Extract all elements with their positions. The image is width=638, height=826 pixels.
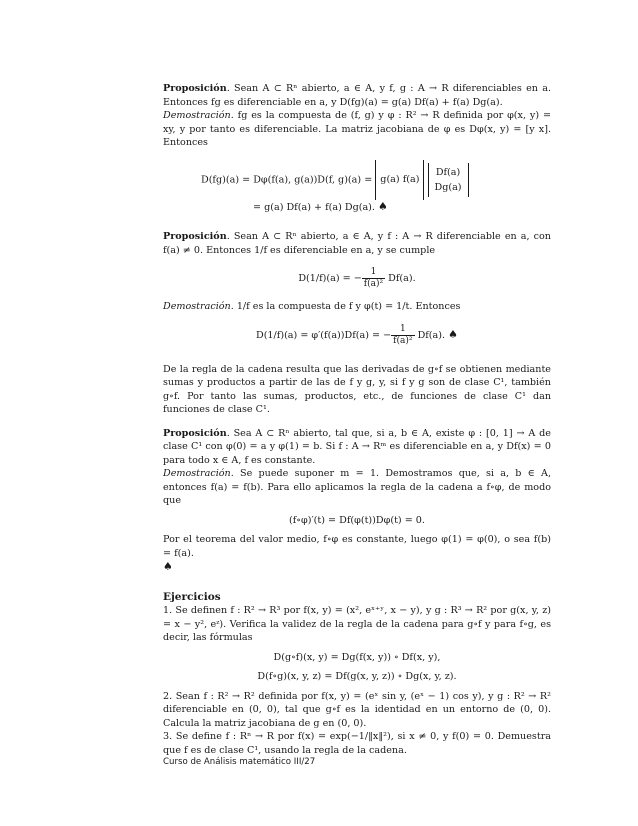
prop1-eq1-col-top: Df(a) [435,166,461,178]
chain-rule-remark: De la regla de la cadena resulta que las derivadas de g∘f se obtienen mediante sumas y productos a partir de las de f y g, y, si f y g son de clase C¹, también g∘f. Por tanto las sumas, productos, etc., de funciones de clase C¹ dan funciones de clase C¹. [163,363,551,415]
qed-spade-icon: ♠ [378,199,388,213]
exercise-1: 1. Se definen f : R² → R³ por f(x, y) = (x², eˣ⁺ʸ, x − y), y g : R³ → R² por g(x, y, z) = x − y², eᶻ). Verifica la validez de la regla de la cadena para g∘f y para f∘g, es decir, las fórmulas [163,605,551,643]
prop3-proof [163,467,551,508]
exercises-title: Ejercicios [163,590,221,603]
page-footer: Curso de Análisis matemático III/27 [163,757,316,767]
prop1-eq1-col-bot: Dg(a) [434,181,462,193]
page-content [163,82,551,757]
prop3-proof-label: Demostración. [163,468,234,479]
prop2-proof-equation [163,324,551,347]
exercise-2: 2. Sean f : R² → R² definida por f(x, y) = (eˣ sin y, (eˣ − 1) cos y), y g : R² → R² diferenciable en (0, 0), tal que g∘f es la identidad en un entorno de (0, 0). Calcula la matriz jacobiana de g en (0, 0). [163,690,551,729]
prop2-eq-left: D(1/f)(a) = − [298,273,362,284]
prop3-qed [163,560,551,575]
prop1-eq1-column-vector [428,163,469,197]
prop2-statement [163,230,551,257]
prop2-proof-eq-num: 1 [391,324,414,336]
prop1-proof-label: Demostración. [163,110,234,121]
prop1-statement [163,82,551,109]
prop2-proof-eq-den: f(a)² [393,335,413,346]
prop2-proof-eq-right: Df(a). [417,329,446,341]
exercise-1-formula-1: D(g∘f)(x, y) = Dg(f(x, y)) ∘ Df(x, y), [273,651,441,663]
prop1-eq2: = g(a) Df(a) + f(a) Dg(a). [253,201,375,213]
prop1-equation-1 [163,160,551,200]
prop3-statement [163,427,551,468]
prop2-eq-right: Df(a). [388,273,416,284]
prop1-eq1-row-vector: g(a) f(a) [375,160,424,200]
prop3-head: Proposición [163,427,227,439]
prop2-proof-eq-left: D(1/f)(a) = φ′(f(a))Df(a) = − [256,329,392,341]
prop2-proof-eq-fraction [391,324,414,347]
exercise-1-formula-2: D(f∘g)(x, y, z) = Df(g(x, y, z)) ∘ Dg(x, y, z). [257,671,457,682]
prop2-text: . Sean A ⊂ Rⁿ abierto, a ∈ A, y f : A → R diferenciable en a, con f(a) ≠ 0. Entonces 1/f es diferenciable en a, y se cumple [163,231,551,256]
prop2-eq-den: f(a)² [363,279,384,289]
prop2-eq-num: 1 [362,267,385,279]
qed-spade-icon: ♠ [163,560,173,573]
prop3-closing: Por el teorema del valor medio, f∘φ es constante, luego φ(1) = φ(0), o sea f(b) = f(a). [163,534,551,559]
prop1-proof [163,109,551,150]
qed-spade-icon: ♠ [448,327,458,341]
prop2-head: Proposición [163,231,227,242]
prop1-proof-text: fg es la compuesta de (f, g) y φ : R² → R definida por φ(x, y) = xy, y por tanto es diferenciable. La matriz jacobiana de φ es Dφ(x, y) = [y x]. Entonces [163,110,551,148]
prop3-text: . Sea A ⊂ Rⁿ abierto, tal que, si a, b ∈ A, existe φ : [0, 1] → A de clase C¹ con φ(0) = a y φ(1) = b. Si f : A → Rᵐ es diferenciable en a, y Df(x) = 0 para todo x ∈ A, f es constante. [163,427,551,466]
exercise-3: 3. Se define f : Rⁿ → R por f(x) = exp(−1/‖x‖²), si x ≠ 0, y f(0) = 0. Demuestra que f es de clase C¹, usando la regla de la cadena. [163,731,551,756]
prop2-proof [163,300,551,314]
prop1-head: Proposición [163,83,227,94]
prop2-equation [163,267,551,290]
prop3-proof-text: Se puede suponer m = 1. Demostramos que, si a, b ∈ A, entonces f(a) = f(b). Para ello aplicamos la regla de la cadena a f∘φ, de modo que [163,468,551,506]
prop1-text: . Sean A ⊂ Rⁿ abierto, a ∈ A, y f, g : A → R diferenciables en a. Entonces fg es diferenciable en a, y D(fg)(a) = g(a) Df(a) + f(a) Dg(a). [163,83,551,108]
prop2-proof-text: 1/f es la compuesta de f y φ(t) = 1/t. Entonces [233,301,461,312]
prop1-eq1-left: D(fg)(a) = Dφ(f(a), g(a))D(f, g)(a) = [201,174,373,185]
prop3-equation: (f∘φ)′(t) = Df(φ(t))Dφ(t) = 0. [289,514,425,526]
prop1-equation-2 [163,200,551,215]
prop2-proof-label: Demostración. [163,301,234,312]
prop2-eq-fraction [362,267,385,290]
